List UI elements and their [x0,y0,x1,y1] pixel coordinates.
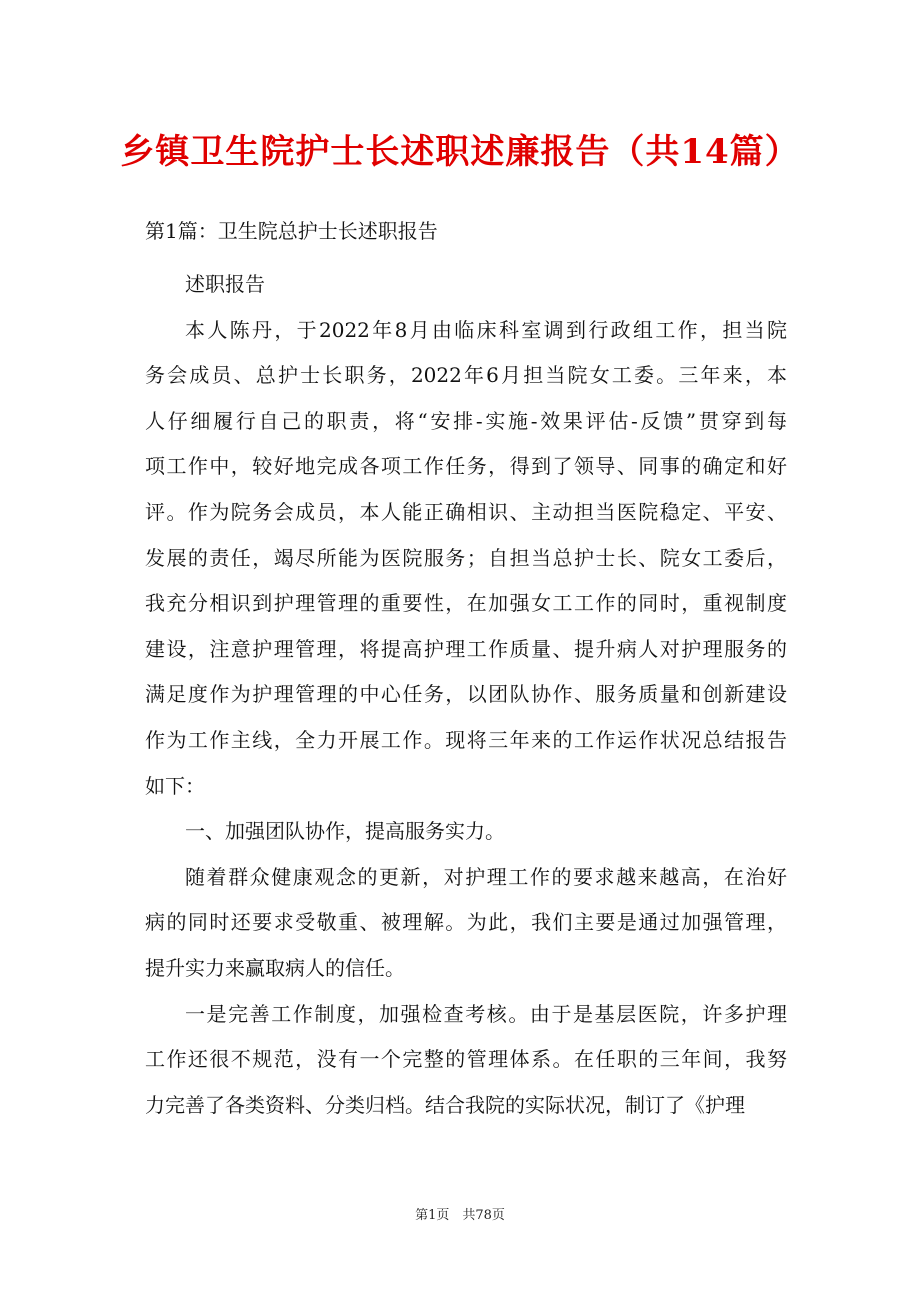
document-title: 乡镇卫生院护士长述职述廉报告（共14篇） [120,132,800,172]
paragraph-line: 本人陈丹，于2022年8月由临床科室调到行政组工作，担当院 [185,317,787,342]
paragraph-line: 力完善了各类资料、分类归档。结合我院的实际状况，制订了《护理 [145,1092,745,1117]
paragraph-line: 提升实力来赢取病人的信任。 [145,955,405,980]
paragraph-line: 我充分相识到护理管理的重要性，在加强女工工作的同时，重视制度 [145,591,787,616]
paragraph-line: 如下： [145,773,205,798]
paragraph [145,855,787,992]
paragraph-line: 务会成员、总护士长职务，2022年6月担当院女工委。三年来，本 [145,363,787,388]
paragraph-line: 人仔细履行自己的职责，将“安排-实施-效果评估-反馈”贯穿到每 [145,408,787,433]
paragraph [145,809,787,855]
paragraph-line: 一、加强团队协作，提高服务实力。 [185,819,505,844]
paragraph-line: 病的同时还要求受敬重、被理解。为此，我们主要是通过加强管理， [145,910,787,935]
paragraph-line: 项工作中，较好地完成各项工作任务，得到了领导、同事的确定和好 [145,454,787,479]
paragraph-line: 发展的责任，竭尽所能为医院服务；自担当总护士长、院女工委后， [145,545,787,570]
paragraph [145,992,787,1129]
paragraph-line: 工作还很不规范，没有一个完整的管理体系。在任职的三年间，我努 [145,1047,787,1072]
paragraph-line: 一是完善工作制度，加强检查考核。由于是基层医院，许多护理 [185,1001,787,1026]
paragraph-line: 随着群众健康观念的更新，对护理工作的要求越来越高，在治好 [185,864,787,889]
paragraph [145,308,787,810]
page-footer: 第1页 共78页 [415,1208,505,1223]
paragraph [145,262,787,308]
paragraph-line: 作为工作主线，全力开展工作。现将三年来的工作运作状况总结报告 [145,727,787,752]
section-heading: 第1篇：卫生院总护士长述职报告 [145,219,438,243]
body-text [145,262,787,1128]
paragraph-line: 满足度作为护理管理的中心任务，以团队协作、服务质量和创新建设 [145,682,787,707]
paragraph-line: 评。作为院务会成员，本人能正确相识、主动担当医院稳定、平安、 [145,499,787,524]
paragraph-line: 建设，注意护理管理，将提高护理工作质量、提升病人对护理服务的 [145,636,787,661]
paragraph-line: 述职报告 [185,272,265,296]
